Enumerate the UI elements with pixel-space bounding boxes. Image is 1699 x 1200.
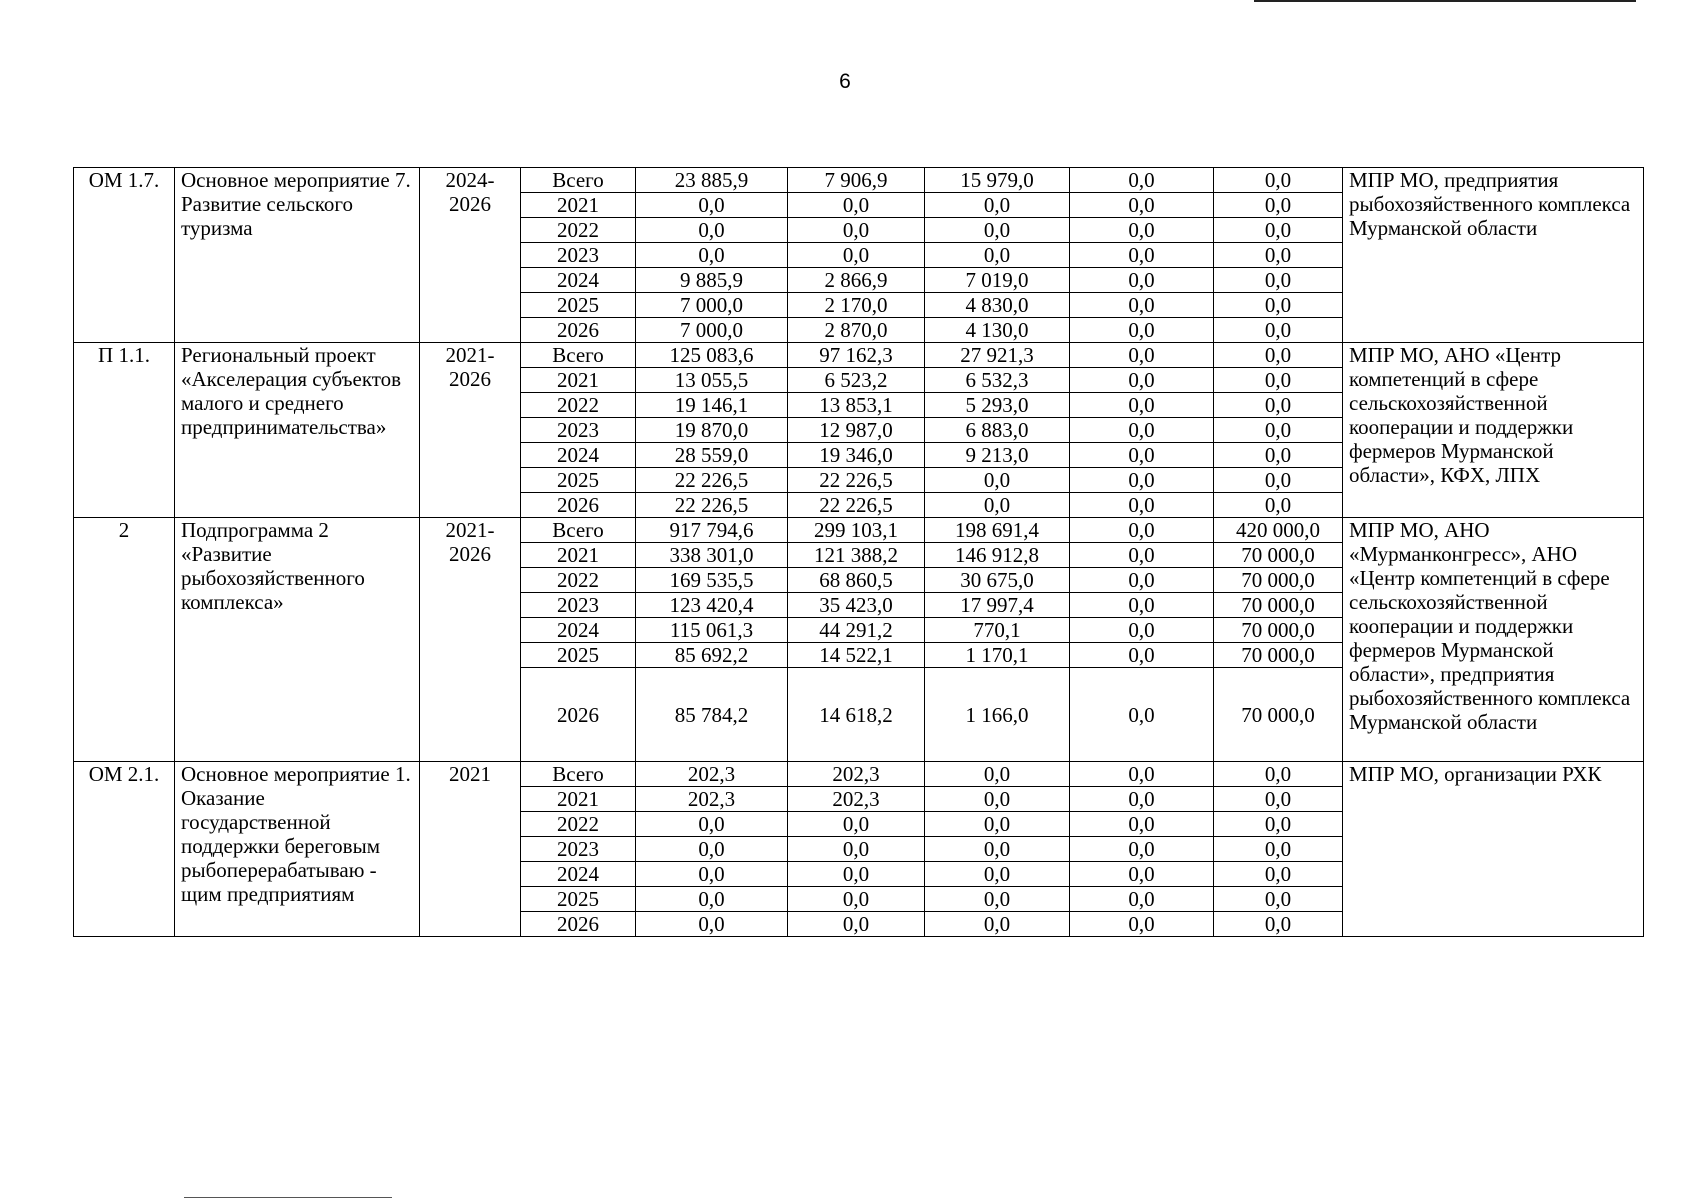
- value-cell: 0,0: [1214, 218, 1343, 243]
- row-label: 2022: [521, 393, 636, 418]
- row-label: 2022: [521, 568, 636, 593]
- value-cell: 0,0: [1214, 787, 1343, 812]
- value-cell: 9 885,9: [636, 268, 788, 293]
- value-cell: 2 170,0: [788, 293, 925, 318]
- value-cell: 0,0: [788, 812, 925, 837]
- value-cell: 7 000,0: [636, 293, 788, 318]
- value-cell: 0,0: [1214, 912, 1343, 937]
- value-cell: 19 346,0: [788, 443, 925, 468]
- value-cell: 28 559,0: [636, 443, 788, 468]
- header-rule: [1254, 0, 1636, 3]
- row-label: 2024: [521, 268, 636, 293]
- section-code: 2: [74, 518, 175, 762]
- value-cell: 0,0: [925, 468, 1070, 493]
- value-cell: 0,0: [1070, 543, 1214, 568]
- value-cell: 17 997,4: [925, 593, 1070, 618]
- value-cell: 0,0: [1214, 243, 1343, 268]
- value-cell: 22 226,5: [636, 493, 788, 518]
- row-label: 2023: [521, 837, 636, 862]
- value-cell: 0,0: [1070, 593, 1214, 618]
- value-cell: 0,0: [1070, 243, 1214, 268]
- value-cell: 27 921,3: [925, 343, 1070, 368]
- value-cell: 420 000,0: [1214, 518, 1343, 543]
- value-cell: 0,0: [1214, 493, 1343, 518]
- value-cell: 202,3: [788, 787, 925, 812]
- row-label: 2026: [521, 668, 636, 762]
- value-cell: 0,0: [1070, 368, 1214, 393]
- value-cell: 0,0: [925, 218, 1070, 243]
- value-cell: 146 912,8: [925, 543, 1070, 568]
- table-body: [74, 168, 1644, 937]
- section-responsible: МПР МО, предприятия рыбохозяйственного комплекса Мурманской области: [1343, 168, 1644, 343]
- footnote-rule: [184, 1197, 392, 1198]
- value-cell: 0,0: [788, 193, 925, 218]
- value-cell: 0,0: [1070, 443, 1214, 468]
- value-cell: 0,0: [1214, 193, 1343, 218]
- value-cell: 23 885,9: [636, 168, 788, 193]
- value-cell: 70 000,0: [1214, 618, 1343, 643]
- value-cell: 44 291,2: [788, 618, 925, 643]
- value-cell: 0,0: [788, 912, 925, 937]
- row-label: Всего: [521, 343, 636, 368]
- value-cell: 0,0: [925, 762, 1070, 787]
- value-cell: 0,0: [1214, 293, 1343, 318]
- value-cell: 35 423,0: [788, 593, 925, 618]
- section-period: 2021-2026: [420, 518, 521, 762]
- value-cell: 14 618,2: [788, 668, 925, 762]
- value-cell: 0,0: [1070, 468, 1214, 493]
- section-period: 2024-2026: [420, 168, 521, 343]
- value-cell: 0,0: [1070, 268, 1214, 293]
- value-cell: 0,0: [925, 193, 1070, 218]
- value-cell: 0,0: [925, 812, 1070, 837]
- value-cell: 0,0: [1214, 168, 1343, 193]
- value-cell: 0,0: [636, 193, 788, 218]
- row-label: 2025: [521, 468, 636, 493]
- value-cell: 115 061,3: [636, 618, 788, 643]
- value-cell: 202,3: [636, 762, 788, 787]
- value-cell: 0,0: [1214, 393, 1343, 418]
- row-label: 2023: [521, 243, 636, 268]
- value-cell: 0,0: [925, 837, 1070, 862]
- value-cell: 0,0: [1070, 218, 1214, 243]
- value-cell: 0,0: [788, 887, 925, 912]
- section-code: ОМ 2.1.: [74, 762, 175, 937]
- table-row: [74, 762, 1644, 787]
- value-cell: 2 870,0: [788, 318, 925, 343]
- row-label: 2021: [521, 543, 636, 568]
- value-cell: 121 388,2: [788, 543, 925, 568]
- value-cell: 0,0: [1214, 762, 1343, 787]
- value-cell: 70 000,0: [1214, 668, 1343, 762]
- table-row: [74, 518, 1644, 543]
- funding-table: [73, 167, 1644, 937]
- value-cell: 0,0: [1070, 193, 1214, 218]
- row-label: 2025: [521, 643, 636, 668]
- value-cell: 0,0: [1070, 862, 1214, 887]
- row-label: 2025: [521, 293, 636, 318]
- value-cell: 198 691,4: [925, 518, 1070, 543]
- value-cell: 0,0: [1070, 343, 1214, 368]
- page-number: 6: [839, 70, 851, 93]
- value-cell: 0,0: [636, 862, 788, 887]
- value-cell: 0,0: [788, 218, 925, 243]
- value-cell: 0,0: [788, 837, 925, 862]
- value-cell: 70 000,0: [1214, 543, 1343, 568]
- value-cell: 917 794,6: [636, 518, 788, 543]
- row-label: 2026: [521, 912, 636, 937]
- row-label: 2021: [521, 193, 636, 218]
- value-cell: 4 830,0: [925, 293, 1070, 318]
- row-label: 2026: [521, 318, 636, 343]
- value-cell: 0,0: [788, 243, 925, 268]
- value-cell: 0,0: [1070, 568, 1214, 593]
- value-cell: 68 860,5: [788, 568, 925, 593]
- row-label: 2022: [521, 218, 636, 243]
- value-cell: 19 870,0: [636, 418, 788, 443]
- value-cell: 7 000,0: [636, 318, 788, 343]
- value-cell: 0,0: [925, 493, 1070, 518]
- row-label: 2024: [521, 618, 636, 643]
- value-cell: 6 523,2: [788, 368, 925, 393]
- row-label: 2022: [521, 812, 636, 837]
- value-cell: 0,0: [636, 912, 788, 937]
- value-cell: 0,0: [636, 887, 788, 912]
- value-cell: 0,0: [1070, 787, 1214, 812]
- value-cell: 1 166,0: [925, 668, 1070, 762]
- value-cell: 0,0: [1070, 293, 1214, 318]
- value-cell: 15 979,0: [925, 168, 1070, 193]
- value-cell: 202,3: [636, 787, 788, 812]
- row-label: 2023: [521, 418, 636, 443]
- value-cell: 0,0: [925, 787, 1070, 812]
- value-cell: 22 226,5: [636, 468, 788, 493]
- value-cell: 14 522,1: [788, 643, 925, 668]
- value-cell: 12 987,0: [788, 418, 925, 443]
- value-cell: 0,0: [1070, 418, 1214, 443]
- value-cell: 85 692,2: [636, 643, 788, 668]
- value-cell: 13 055,5: [636, 368, 788, 393]
- value-cell: 0,0: [1070, 887, 1214, 912]
- row-label: 2025: [521, 887, 636, 912]
- value-cell: 0,0: [1070, 643, 1214, 668]
- value-cell: 770,1: [925, 618, 1070, 643]
- value-cell: 0,0: [636, 218, 788, 243]
- value-cell: 0,0: [1070, 668, 1214, 762]
- value-cell: 0,0: [1214, 468, 1343, 493]
- value-cell: 299 103,1: [788, 518, 925, 543]
- row-label: 2024: [521, 443, 636, 468]
- value-cell: 0,0: [788, 862, 925, 887]
- section-responsible: МПР МО, АНО «Центр компетенций в сфере сельскохозяйственной кооперации и поддержки фермеров Мурманской области», КФХ, ЛПХ: [1343, 343, 1644, 518]
- value-cell: 70 000,0: [1214, 643, 1343, 668]
- value-cell: 0,0: [636, 243, 788, 268]
- value-cell: 0,0: [1070, 618, 1214, 643]
- value-cell: 0,0: [1070, 762, 1214, 787]
- section-name: Региональный проект «Акселерация субъектов малого и среднего предпринимательства»: [175, 343, 420, 518]
- value-cell: 0,0: [1070, 493, 1214, 518]
- value-cell: 0,0: [1070, 837, 1214, 862]
- section-period: 2021-2026: [420, 343, 521, 518]
- value-cell: 70 000,0: [1214, 568, 1343, 593]
- value-cell: 169 535,5: [636, 568, 788, 593]
- value-cell: 338 301,0: [636, 543, 788, 568]
- value-cell: 4 130,0: [925, 318, 1070, 343]
- row-label: Всего: [521, 518, 636, 543]
- value-cell: 0,0: [925, 912, 1070, 937]
- value-cell: 30 675,0: [925, 568, 1070, 593]
- value-cell: 0,0: [636, 837, 788, 862]
- section-name: Подпрограмма 2 «Развитие рыбохозяйственного комплекса»: [175, 518, 420, 762]
- value-cell: 0,0: [925, 862, 1070, 887]
- value-cell: 13 853,1: [788, 393, 925, 418]
- value-cell: 0,0: [1070, 393, 1214, 418]
- value-cell: 97 162,3: [788, 343, 925, 368]
- value-cell: 0,0: [1070, 812, 1214, 837]
- section-code: П 1.1.: [74, 343, 175, 518]
- value-cell: 7 019,0: [925, 268, 1070, 293]
- value-cell: 70 000,0: [1214, 593, 1343, 618]
- value-cell: 22 226,5: [788, 468, 925, 493]
- value-cell: 0,0: [1214, 812, 1343, 837]
- value-cell: 0,0: [1214, 343, 1343, 368]
- value-cell: 0,0: [1214, 862, 1343, 887]
- value-cell: 0,0: [1214, 268, 1343, 293]
- value-cell: 0,0: [1214, 837, 1343, 862]
- section-name: Основное мероприятие 1. Оказание государственной поддержки береговым рыбоперерабатываю - щим предприятиям: [175, 762, 420, 937]
- value-cell: 6 532,3: [925, 368, 1070, 393]
- value-cell: 0,0: [1214, 418, 1343, 443]
- value-cell: 0,0: [925, 243, 1070, 268]
- value-cell: 0,0: [1070, 518, 1214, 543]
- table-row: [74, 343, 1644, 368]
- value-cell: 1 170,1: [925, 643, 1070, 668]
- row-label: Всего: [521, 168, 636, 193]
- value-cell: 19 146,1: [636, 393, 788, 418]
- value-cell: 0,0: [925, 887, 1070, 912]
- section-responsible: МПР МО, АНО «Мурманконгресс», АНО «Центр компетенций в сфере сельскохозяйственной кооперации и поддержки фермеров Мурманской области», предприятия рыбохозяйственного комплекса Мурманской области: [1343, 518, 1644, 762]
- value-cell: 85 784,2: [636, 668, 788, 762]
- value-cell: 0,0: [1214, 318, 1343, 343]
- value-cell: 5 293,0: [925, 393, 1070, 418]
- value-cell: 0,0: [1214, 887, 1343, 912]
- row-label: 2021: [521, 787, 636, 812]
- row-label: Всего: [521, 762, 636, 787]
- row-label: 2023: [521, 593, 636, 618]
- row-label: 2021: [521, 368, 636, 393]
- value-cell: 9 213,0: [925, 443, 1070, 468]
- value-cell: 0,0: [1070, 168, 1214, 193]
- value-cell: 0,0: [1070, 318, 1214, 343]
- value-cell: 0,0: [1214, 368, 1343, 393]
- value-cell: 2 866,9: [788, 268, 925, 293]
- section-responsible: МПР МО, организации РХК: [1343, 762, 1644, 937]
- row-label: 2026: [521, 493, 636, 518]
- row-label: 2024: [521, 862, 636, 887]
- value-cell: 6 883,0: [925, 418, 1070, 443]
- section-period: 2021: [420, 762, 521, 937]
- value-cell: 202,3: [788, 762, 925, 787]
- table-row: [74, 168, 1644, 193]
- value-cell: 123 420,4: [636, 593, 788, 618]
- section-code: ОМ 1.7.: [74, 168, 175, 343]
- value-cell: 0,0: [636, 812, 788, 837]
- value-cell: 0,0: [1214, 443, 1343, 468]
- value-cell: 125 083,6: [636, 343, 788, 368]
- value-cell: 22 226,5: [788, 493, 925, 518]
- value-cell: 0,0: [1070, 912, 1214, 937]
- value-cell: 7 906,9: [788, 168, 925, 193]
- section-name: Основное мероприятие 7. Развитие сельского туризма: [175, 168, 420, 343]
